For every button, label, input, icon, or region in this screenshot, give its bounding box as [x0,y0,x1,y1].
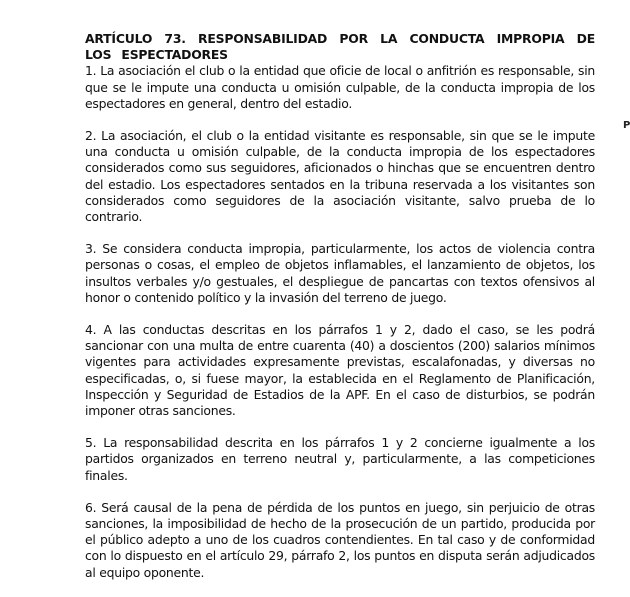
paragraph-1: 1. La asociación el club o la entidad que oficie de local o anfitrión es responsable, sin que se le impute una conducta u omisión culpable, de la conducta impropia de los espectadores en general, dentro del estadio. [85,63,595,111]
paragraph-3: 3. Se considera conducta impropia, particularmente, los actos de violencia contra personas o cosas, el empleo de objetos inflamables, el lanzamiento de objetos, los insultos verbales y/o gestuales, el despliegue de pancartas con textos ofensivos al honor o contenido político y la invasión del terreno de juego. [85,241,595,305]
paragraph-4: 4. A las conductas descritas en los párrafos 1 y 2, dado el caso, se les podrá sancionar con una multa de entre cuarenta (40) a doscientos (200) salarios mínimos vigentes para actividades expresamente previstas, escalafonadas, y diversas no especificadas, o, si fuese mayor, la establecida en el Reglamento de Planificación, Inspección y Seguridad de Estadios de la APF. En el caso de disturbios, se podrán imponer otras sanciones. [85,322,595,419]
document-page [85,31,595,597]
paragraph-6: 6. Será causal de la pena de pérdida de los puntos en juego, sin perjuicio de otras sanciones, la imposibilidad de hecho de la prosecución de un partido, producida por el público adepto a uno de los cuadros contendientes. En tal caso y de conformidad con lo dispuesto en el artículo 29, párrafo 2, los puntos en disputa serán adjudicados al equipo oponente. [85,499,595,580]
paragraph-5: 5. La responsabilidad descrita en los párrafos 1 y 2 concierne igualmente a los partidos organizados en terreno neutral y, particularmente, a las competiciones finales. [85,435,595,483]
paragraph-2: 2. La asociación, el club o la entidad visitante es responsable, sin que se le impute una conducta u omisión culpable, de la conducta impropia de los espectadores considerados como sus seguidores, aficionados o hinchas que se encuentren dentro del estadio. Los espectadores sentados en la tribuna reservada a los visitantes son considerados como seguidores de la asociación visitante, salvo prueba de lo contrario. [85,128,595,225]
article-heading: ARTÍCULO 73. RESPONSABILIDAD POR LA CONDUCTA IMPROPIA DE LOS ESPECTADORES [85,31,595,63]
page-edge-mark: P [623,120,630,131]
